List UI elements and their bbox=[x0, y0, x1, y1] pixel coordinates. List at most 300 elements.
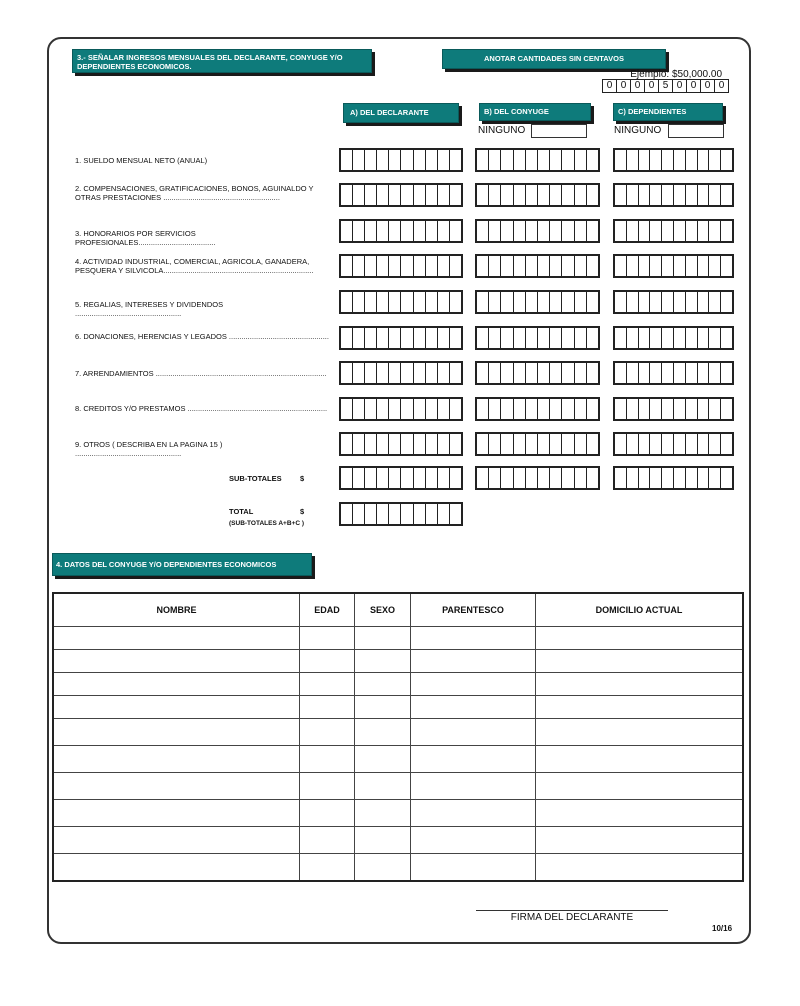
digit-cell[interactable] bbox=[437, 363, 449, 383]
digit-cell[interactable] bbox=[413, 150, 425, 170]
digit-cell[interactable] bbox=[449, 292, 461, 312]
digit-cell[interactable] bbox=[500, 328, 512, 348]
table-cell[interactable] bbox=[411, 800, 536, 827]
digit-cell[interactable] bbox=[437, 256, 449, 276]
digit-cell[interactable] bbox=[673, 150, 685, 170]
digit-cell[interactable] bbox=[513, 399, 525, 419]
digit-cell[interactable] bbox=[549, 399, 561, 419]
digit-cell[interactable] bbox=[364, 328, 376, 348]
digit-cell[interactable] bbox=[341, 468, 352, 488]
digit-cell[interactable] bbox=[661, 256, 673, 276]
digit-cell[interactable] bbox=[673, 256, 685, 276]
digit-cell[interactable] bbox=[352, 221, 364, 241]
income-field-a[interactable] bbox=[339, 148, 463, 172]
table-cell[interactable] bbox=[300, 719, 355, 746]
digit-cell[interactable] bbox=[626, 363, 638, 383]
digit-cell[interactable] bbox=[673, 363, 685, 383]
digit-cell[interactable] bbox=[500, 434, 512, 454]
digit-cell[interactable] bbox=[586, 150, 598, 170]
digit-cell[interactable] bbox=[488, 434, 500, 454]
digit-cell[interactable] bbox=[477, 256, 488, 276]
digit-cell[interactable] bbox=[615, 468, 626, 488]
digit-cell[interactable] bbox=[697, 399, 709, 419]
digit-cell[interactable] bbox=[525, 185, 537, 205]
digit-cell[interactable] bbox=[649, 399, 661, 419]
digit-cell[interactable] bbox=[449, 468, 461, 488]
digit-cell[interactable] bbox=[708, 399, 720, 419]
digit-cell[interactable] bbox=[513, 256, 525, 276]
digit-cell[interactable] bbox=[574, 292, 586, 312]
digit-cell[interactable] bbox=[697, 292, 709, 312]
digit-cell[interactable] bbox=[364, 256, 376, 276]
digit-cell[interactable] bbox=[574, 468, 586, 488]
income-field-b[interactable] bbox=[475, 432, 600, 456]
digit-cell[interactable] bbox=[537, 468, 549, 488]
digit-cell[interactable] bbox=[341, 434, 352, 454]
digit-cell[interactable] bbox=[697, 221, 709, 241]
digit-cell[interactable] bbox=[697, 363, 709, 383]
digit-cell[interactable] bbox=[649, 221, 661, 241]
digit-cell[interactable] bbox=[437, 185, 449, 205]
digit-cell[interactable] bbox=[673, 399, 685, 419]
digit-cell[interactable] bbox=[437, 221, 449, 241]
table-cell[interactable] bbox=[53, 854, 300, 882]
table-cell[interactable] bbox=[536, 719, 744, 746]
table-cell[interactable] bbox=[355, 673, 411, 696]
table-cell[interactable] bbox=[536, 800, 744, 827]
digit-cell[interactable] bbox=[364, 468, 376, 488]
digit-cell[interactable] bbox=[413, 434, 425, 454]
table-cell[interactable] bbox=[300, 746, 355, 773]
digit-cell[interactable] bbox=[376, 468, 388, 488]
digit-cell[interactable] bbox=[488, 185, 500, 205]
digit-cell[interactable] bbox=[513, 434, 525, 454]
digit-cell[interactable] bbox=[574, 399, 586, 419]
subtotal-field-b[interactable] bbox=[475, 466, 600, 490]
digit-cell[interactable] bbox=[388, 221, 400, 241]
digit-cell[interactable] bbox=[488, 363, 500, 383]
table-cell[interactable] bbox=[355, 854, 411, 882]
digit-cell[interactable] bbox=[626, 292, 638, 312]
digit-cell[interactable] bbox=[615, 221, 626, 241]
digit-cell[interactable] bbox=[661, 399, 673, 419]
digit-cell[interactable] bbox=[720, 256, 732, 276]
digit-cell[interactable] bbox=[525, 434, 537, 454]
digit-cell[interactable] bbox=[708, 150, 720, 170]
digit-cell[interactable] bbox=[388, 150, 400, 170]
digit-cell[interactable] bbox=[376, 185, 388, 205]
digit-cell[interactable] bbox=[400, 434, 412, 454]
table-cell[interactable] bbox=[355, 696, 411, 719]
digit-cell[interactable] bbox=[586, 399, 598, 419]
income-field-b[interactable] bbox=[475, 290, 600, 314]
digit-cell[interactable] bbox=[638, 434, 650, 454]
digit-cell[interactable] bbox=[661, 468, 673, 488]
digit-cell[interactable] bbox=[425, 504, 437, 524]
table-cell[interactable] bbox=[300, 650, 355, 673]
digit-cell[interactable] bbox=[574, 221, 586, 241]
digit-cell[interactable] bbox=[673, 185, 685, 205]
digit-cell[interactable] bbox=[626, 468, 638, 488]
digit-cell[interactable] bbox=[549, 150, 561, 170]
digit-cell[interactable] bbox=[574, 256, 586, 276]
digit-cell[interactable] bbox=[720, 328, 732, 348]
table-cell[interactable] bbox=[411, 746, 536, 773]
table-cell[interactable] bbox=[53, 650, 300, 673]
digit-cell[interactable] bbox=[685, 434, 697, 454]
digit-cell[interactable] bbox=[574, 363, 586, 383]
digit-cell[interactable] bbox=[525, 150, 537, 170]
digit-cell[interactable] bbox=[561, 185, 573, 205]
digit-cell[interactable] bbox=[649, 434, 661, 454]
table-cell[interactable] bbox=[411, 719, 536, 746]
digit-cell[interactable] bbox=[561, 256, 573, 276]
digit-cell[interactable] bbox=[708, 363, 720, 383]
digit-cell[interactable] bbox=[537, 256, 549, 276]
digit-cell[interactable] bbox=[661, 150, 673, 170]
digit-cell[interactable] bbox=[720, 363, 732, 383]
digit-cell[interactable] bbox=[500, 468, 512, 488]
digit-cell[interactable] bbox=[364, 363, 376, 383]
income-field-a[interactable] bbox=[339, 326, 463, 350]
income-field-b[interactable] bbox=[475, 254, 600, 278]
digit-cell[interactable] bbox=[341, 399, 352, 419]
table-cell[interactable] bbox=[53, 800, 300, 827]
income-field-b[interactable] bbox=[475, 148, 600, 172]
digit-cell[interactable] bbox=[364, 185, 376, 205]
table-cell[interactable] bbox=[355, 800, 411, 827]
digit-cell[interactable] bbox=[388, 363, 400, 383]
digit-cell[interactable] bbox=[437, 292, 449, 312]
digit-cell[interactable] bbox=[697, 434, 709, 454]
digit-cell[interactable] bbox=[352, 150, 364, 170]
digit-cell[interactable] bbox=[449, 256, 461, 276]
digit-cell[interactable] bbox=[638, 256, 650, 276]
digit-cell[interactable] bbox=[477, 434, 488, 454]
digit-cell[interactable] bbox=[425, 292, 437, 312]
digit-cell[interactable] bbox=[449, 185, 461, 205]
digit-cell[interactable] bbox=[376, 434, 388, 454]
digit-cell[interactable] bbox=[488, 328, 500, 348]
digit-cell[interactable] bbox=[525, 468, 537, 488]
digit-cell[interactable] bbox=[449, 150, 461, 170]
digit-cell[interactable] bbox=[549, 434, 561, 454]
digit-cell[interactable] bbox=[525, 256, 537, 276]
digit-cell[interactable] bbox=[364, 434, 376, 454]
table-cell[interactable] bbox=[300, 696, 355, 719]
digit-cell[interactable] bbox=[488, 150, 500, 170]
subtotal-field-c[interactable] bbox=[613, 466, 734, 490]
digit-cell[interactable] bbox=[376, 399, 388, 419]
table-cell[interactable] bbox=[536, 854, 744, 882]
digit-cell[interactable] bbox=[364, 221, 376, 241]
income-field-c[interactable] bbox=[613, 326, 734, 350]
digit-cell[interactable] bbox=[364, 399, 376, 419]
digit-cell[interactable] bbox=[649, 468, 661, 488]
digit-cell[interactable] bbox=[615, 399, 626, 419]
digit-cell[interactable] bbox=[341, 504, 352, 524]
digit-cell[interactable] bbox=[626, 256, 638, 276]
digit-cell[interactable] bbox=[615, 363, 626, 383]
digit-cell[interactable] bbox=[477, 328, 488, 348]
digit-cell[interactable] bbox=[513, 363, 525, 383]
digit-cell[interactable] bbox=[615, 434, 626, 454]
digit-cell[interactable] bbox=[549, 256, 561, 276]
digit-cell[interactable] bbox=[413, 468, 425, 488]
digit-cell[interactable] bbox=[685, 292, 697, 312]
table-cell[interactable] bbox=[411, 827, 536, 854]
digit-cell[interactable] bbox=[500, 221, 512, 241]
digit-cell[interactable] bbox=[561, 292, 573, 312]
digit-cell[interactable] bbox=[708, 328, 720, 348]
digit-cell[interactable] bbox=[352, 504, 364, 524]
digit-cell[interactable] bbox=[626, 434, 638, 454]
digit-cell[interactable] bbox=[388, 292, 400, 312]
income-field-c[interactable] bbox=[613, 254, 734, 278]
digit-cell[interactable] bbox=[425, 399, 437, 419]
digit-cell[interactable] bbox=[425, 256, 437, 276]
digit-cell[interactable] bbox=[449, 328, 461, 348]
digit-cell[interactable] bbox=[537, 363, 549, 383]
digit-cell[interactable] bbox=[477, 468, 488, 488]
digit-cell[interactable] bbox=[500, 185, 512, 205]
digit-cell[interactable] bbox=[685, 468, 697, 488]
table-cell[interactable] bbox=[53, 827, 300, 854]
digit-cell[interactable] bbox=[341, 328, 352, 348]
none-c-checkbox[interactable] bbox=[668, 124, 724, 138]
digit-cell[interactable] bbox=[708, 292, 720, 312]
digit-cell[interactable] bbox=[549, 185, 561, 205]
table-cell[interactable] bbox=[300, 854, 355, 882]
digit-cell[interactable] bbox=[661, 221, 673, 241]
digit-cell[interactable] bbox=[388, 256, 400, 276]
digit-cell[interactable] bbox=[720, 434, 732, 454]
digit-cell[interactable] bbox=[673, 468, 685, 488]
digit-cell[interactable] bbox=[376, 504, 388, 524]
digit-cell[interactable] bbox=[352, 292, 364, 312]
digit-cell[interactable] bbox=[425, 328, 437, 348]
table-cell[interactable] bbox=[355, 650, 411, 673]
digit-cell[interactable] bbox=[477, 363, 488, 383]
digit-cell[interactable] bbox=[425, 150, 437, 170]
income-field-a[interactable] bbox=[339, 254, 463, 278]
digit-cell[interactable] bbox=[488, 292, 500, 312]
digit-cell[interactable] bbox=[437, 434, 449, 454]
digit-cell[interactable] bbox=[626, 221, 638, 241]
digit-cell[interactable] bbox=[352, 363, 364, 383]
digit-cell[interactable] bbox=[685, 328, 697, 348]
digit-cell[interactable] bbox=[549, 221, 561, 241]
digit-cell[interactable] bbox=[513, 150, 525, 170]
digit-cell[interactable] bbox=[537, 434, 549, 454]
digit-cell[interactable] bbox=[649, 328, 661, 348]
digit-cell[interactable] bbox=[477, 185, 488, 205]
income-field-a[interactable] bbox=[339, 361, 463, 385]
digit-cell[interactable] bbox=[720, 185, 732, 205]
digit-cell[interactable] bbox=[574, 434, 586, 454]
digit-cell[interactable] bbox=[449, 221, 461, 241]
digit-cell[interactable] bbox=[561, 434, 573, 454]
table-cell[interactable] bbox=[411, 627, 536, 650]
table-cell[interactable] bbox=[53, 673, 300, 696]
table-cell[interactable] bbox=[355, 627, 411, 650]
digit-cell[interactable] bbox=[477, 399, 488, 419]
income-field-b[interactable] bbox=[475, 183, 600, 207]
digit-cell[interactable] bbox=[400, 256, 412, 276]
digit-cell[interactable] bbox=[720, 292, 732, 312]
digit-cell[interactable] bbox=[388, 434, 400, 454]
digit-cell[interactable] bbox=[425, 221, 437, 241]
table-cell[interactable] bbox=[536, 673, 744, 696]
digit-cell[interactable] bbox=[661, 434, 673, 454]
digit-cell[interactable] bbox=[413, 399, 425, 419]
digit-cell[interactable] bbox=[352, 256, 364, 276]
digit-cell[interactable] bbox=[685, 150, 697, 170]
digit-cell[interactable] bbox=[685, 399, 697, 419]
digit-cell[interactable] bbox=[437, 504, 449, 524]
digit-cell[interactable] bbox=[488, 468, 500, 488]
table-cell[interactable] bbox=[411, 854, 536, 882]
digit-cell[interactable] bbox=[549, 468, 561, 488]
digit-cell[interactable] bbox=[413, 221, 425, 241]
table-cell[interactable] bbox=[53, 627, 300, 650]
income-field-c[interactable] bbox=[613, 361, 734, 385]
digit-cell[interactable] bbox=[341, 256, 352, 276]
digit-cell[interactable] bbox=[638, 363, 650, 383]
digit-cell[interactable] bbox=[586, 292, 598, 312]
digit-cell[interactable] bbox=[376, 256, 388, 276]
digit-cell[interactable] bbox=[708, 185, 720, 205]
digit-cell[interactable] bbox=[425, 468, 437, 488]
digit-cell[interactable] bbox=[525, 399, 537, 419]
digit-cell[interactable] bbox=[685, 221, 697, 241]
digit-cell[interactable] bbox=[638, 221, 650, 241]
digit-cell[interactable] bbox=[388, 185, 400, 205]
digit-cell[interactable] bbox=[437, 399, 449, 419]
digit-cell[interactable] bbox=[649, 185, 661, 205]
digit-cell[interactable] bbox=[400, 185, 412, 205]
digit-cell[interactable] bbox=[341, 185, 352, 205]
digit-cell[interactable] bbox=[400, 468, 412, 488]
digit-cell[interactable] bbox=[437, 328, 449, 348]
table-cell[interactable] bbox=[300, 827, 355, 854]
digit-cell[interactable] bbox=[626, 328, 638, 348]
digit-cell[interactable] bbox=[649, 256, 661, 276]
digit-cell[interactable] bbox=[661, 363, 673, 383]
digit-cell[interactable] bbox=[437, 150, 449, 170]
digit-cell[interactable] bbox=[586, 185, 598, 205]
digit-cell[interactable] bbox=[697, 256, 709, 276]
digit-cell[interactable] bbox=[549, 328, 561, 348]
digit-cell[interactable] bbox=[549, 363, 561, 383]
digit-cell[interactable] bbox=[708, 434, 720, 454]
digit-cell[interactable] bbox=[649, 292, 661, 312]
digit-cell[interactable] bbox=[376, 328, 388, 348]
digit-cell[interactable] bbox=[400, 399, 412, 419]
digit-cell[interactable] bbox=[400, 292, 412, 312]
digit-cell[interactable] bbox=[500, 363, 512, 383]
income-field-c[interactable] bbox=[613, 219, 734, 243]
table-cell[interactable] bbox=[536, 650, 744, 673]
digit-cell[interactable] bbox=[425, 363, 437, 383]
digit-cell[interactable] bbox=[561, 328, 573, 348]
income-field-a[interactable] bbox=[339, 183, 463, 207]
table-cell[interactable] bbox=[536, 627, 744, 650]
digit-cell[interactable] bbox=[388, 399, 400, 419]
digit-cell[interactable] bbox=[649, 150, 661, 170]
digit-cell[interactable] bbox=[708, 221, 720, 241]
digit-cell[interactable] bbox=[388, 468, 400, 488]
digit-cell[interactable] bbox=[477, 292, 488, 312]
table-cell[interactable] bbox=[53, 773, 300, 800]
digit-cell[interactable] bbox=[638, 468, 650, 488]
digit-cell[interactable] bbox=[376, 292, 388, 312]
table-cell[interactable] bbox=[300, 673, 355, 696]
digit-cell[interactable] bbox=[615, 328, 626, 348]
digit-cell[interactable] bbox=[649, 363, 661, 383]
table-cell[interactable] bbox=[300, 773, 355, 800]
digit-cell[interactable] bbox=[413, 504, 425, 524]
digit-cell[interactable] bbox=[477, 150, 488, 170]
digit-cell[interactable] bbox=[615, 292, 626, 312]
table-cell[interactable] bbox=[300, 627, 355, 650]
digit-cell[interactable] bbox=[513, 185, 525, 205]
digit-cell[interactable] bbox=[673, 221, 685, 241]
digit-cell[interactable] bbox=[449, 363, 461, 383]
table-cell[interactable] bbox=[300, 800, 355, 827]
digit-cell[interactable] bbox=[364, 150, 376, 170]
digit-cell[interactable] bbox=[449, 504, 461, 524]
digit-cell[interactable] bbox=[352, 328, 364, 348]
income-field-a[interactable] bbox=[339, 219, 463, 243]
income-field-a[interactable] bbox=[339, 432, 463, 456]
table-cell[interactable] bbox=[53, 719, 300, 746]
income-field-c[interactable] bbox=[613, 290, 734, 314]
digit-cell[interactable] bbox=[364, 292, 376, 312]
digit-cell[interactable] bbox=[537, 221, 549, 241]
digit-cell[interactable] bbox=[413, 363, 425, 383]
digit-cell[interactable] bbox=[413, 185, 425, 205]
digit-cell[interactable] bbox=[488, 221, 500, 241]
table-cell[interactable] bbox=[411, 696, 536, 719]
table-cell[interactable] bbox=[411, 650, 536, 673]
digit-cell[interactable] bbox=[425, 185, 437, 205]
digit-cell[interactable] bbox=[574, 185, 586, 205]
digit-cell[interactable] bbox=[513, 468, 525, 488]
digit-cell[interactable] bbox=[376, 221, 388, 241]
digit-cell[interactable] bbox=[352, 399, 364, 419]
digit-cell[interactable] bbox=[685, 185, 697, 205]
table-cell[interactable] bbox=[411, 673, 536, 696]
digit-cell[interactable] bbox=[537, 328, 549, 348]
digit-cell[interactable] bbox=[697, 150, 709, 170]
digit-cell[interactable] bbox=[413, 292, 425, 312]
digit-cell[interactable] bbox=[364, 504, 376, 524]
digit-cell[interactable] bbox=[513, 221, 525, 241]
income-field-b[interactable] bbox=[475, 397, 600, 421]
digit-cell[interactable] bbox=[561, 363, 573, 383]
digit-cell[interactable] bbox=[561, 221, 573, 241]
income-field-b[interactable] bbox=[475, 326, 600, 350]
table-cell[interactable] bbox=[53, 696, 300, 719]
digit-cell[interactable] bbox=[400, 221, 412, 241]
digit-cell[interactable] bbox=[697, 328, 709, 348]
income-field-c[interactable] bbox=[613, 432, 734, 456]
digit-cell[interactable] bbox=[525, 292, 537, 312]
digit-cell[interactable] bbox=[626, 185, 638, 205]
digit-cell[interactable] bbox=[685, 256, 697, 276]
digit-cell[interactable] bbox=[400, 363, 412, 383]
